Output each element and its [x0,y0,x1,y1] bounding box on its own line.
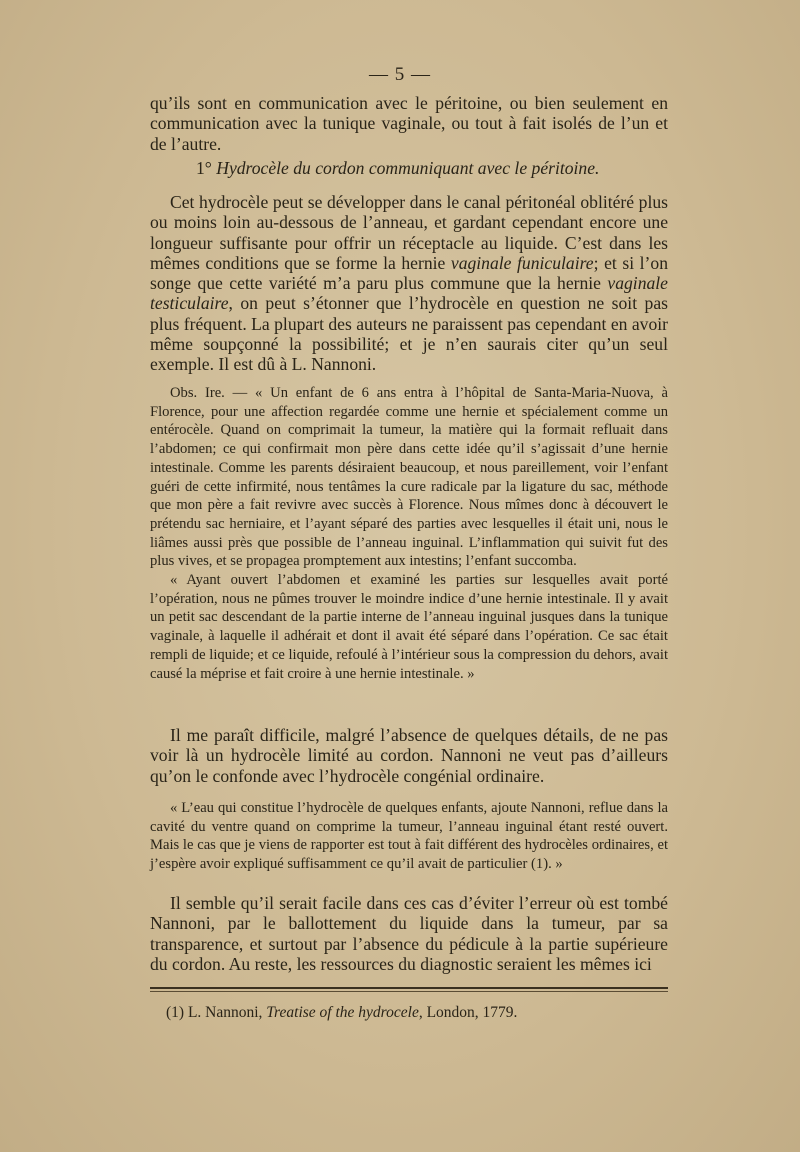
section-heading-title: Hydrocèle du cordon communiquant avec le péritoine. [216,158,600,178]
paragraph-hydrocele-text [150,192,668,375]
paragraph-hydrocele-part-c: , on peut s’étonner que l’hydrocèle en question ne soit pas plus fréquent. La plupart des auteurs ne paraissent pas cependant en avoir même soupçonné la possibilité; et je n’en saurais citer qu’un seul exemple. Il est dû à L. Nannoni. [150,293,668,375]
footnote-rule-thin [150,991,668,992]
quote-paragraph: « L’eau qui constitue l’hydrocèle de quelques enfants, ajoute Nannoni, reflue dans la cavité du ventre quand on comprime la tumeur, l’anneau inguinal étant resté ouvert. Mais le cas que je viens de rapporter est tout à fait différent des hydrocèles ordinaires, et j’espère avoir expliqué suffisamment ce qu’il avait de particulier (1). » [150,800,668,873]
paragraph-difficult [150,725,668,786]
term-vaginale-funiculaire: vaginale funiculaire [450,252,594,273]
footnote-title: Treatise of the hydrocele [266,1004,419,1021]
footnote-prefix: (1) L. Nannoni, [166,1004,267,1021]
section-heading-number: 1° [196,158,217,178]
footnote-rule [150,987,668,989]
footnote-suffix: , London, 1779. [418,1004,518,1021]
paragraph-difficult-text: Il me paraît difficile, malgré l’absence de quelques détails, de ne pas voir là un hydrocèle limité au cordon. Nannoni ne veut pas d’ailleurs qu’on le confonde avec l’hydrocèle congénial ordinaire. [150,725,668,786]
observation-paragraph-2: « Ayant ouvert l’abdomen et examiné les parties sur lesquelles avait porté l’opération, nous ne pûmes trouver le moindre indice d’une hernie intestinale. Il y avait un petit sac descendant de la partie interne de l’anneau inguinal jusques dans la tunique vaginale, à laquelle il adhérait et dont il avait été séparé dans l’opération. Ce sac était rempli de liquide; et ce liquide, refoulé à l’intérieur sous la compression du dehors, avait causé la méprise et fait croire à une hernie intestinale. » [150,572,668,682]
paragraph-intro-text: qu’ils sont en communication avec le péritoine, ou bien seulement en communication avec la tunique vaginale, ou tout à fait isolés de l’un et de l’autre. [150,93,668,154]
page-number: — 5 — [369,64,431,85]
observation-paragraph-1: Obs. Ire. — « Un enfant de 6 ans entra à l’hôpital de Santa-Maria-Nuova, à Florence, pour une affection regardée comme une hernie et spécialement comme un entérocèle. Quand on comprimait la tumeur, la matière qui la formait refluait dans l’abdomen; ce qui confirmait mon père dans cette idée qu’il s’agissait d’une hernie intestinale. Comme les parents désiraient beaucoup, et nous pareillement, voir l’enfant guéri de cette infirmité, nous tentâmes la cure radicale par la ligature du sac, méthode que mon père a fait revivre avec succès à Florence. Nous mîmes donc à découvert le prétendu sac herniaire, et l’ayant séparé des parties avec lesquelles il était uni, nous le liâmes aussi près que possible de l’anneau inguinal. L’inflammation qui suivit fut des plus vives, et se propagea promptement aux intestins; l’enfant succomba. [150,385,668,570]
observation-block [150,384,668,683]
term-vaginale-testiculaire: vaginale testiculaire [150,273,668,314]
paragraph-diagnostic-text: Il semble qu’il serait facile dans ces cas d’éviter l’erreur où est tombé Nannoni, par le ballottement du liquide dans la tumeur, par sa transparence, et surtout par l’absence du pédicule à la partie supérieure du cordon. Au reste, les ressources du diagnostic seraient les mêmes ici [150,893,668,974]
paragraph-hydrocele-part-b: ; et si l’on songe que cette variété m’a paru plus commune que la hernie [150,252,668,294]
quote-block [150,799,668,874]
paragraph-diagnostic [150,893,668,974]
paragraph-hydrocele-part-a: Cet hydrocèle peut se développer dans le canal péritonéal oblitéré plus ou moins loin au-dessous de l’anneau, et gardant cependant encore une longueur suffisante pour offrir un réceptacle au liquide. C’est dans les mêmes conditions que se forme la hernie [150,192,668,273]
footnote [166,1003,517,1023]
section-heading [150,158,668,178]
paragraph-intro [150,93,668,154]
paragraph-hydrocele [150,192,668,375]
